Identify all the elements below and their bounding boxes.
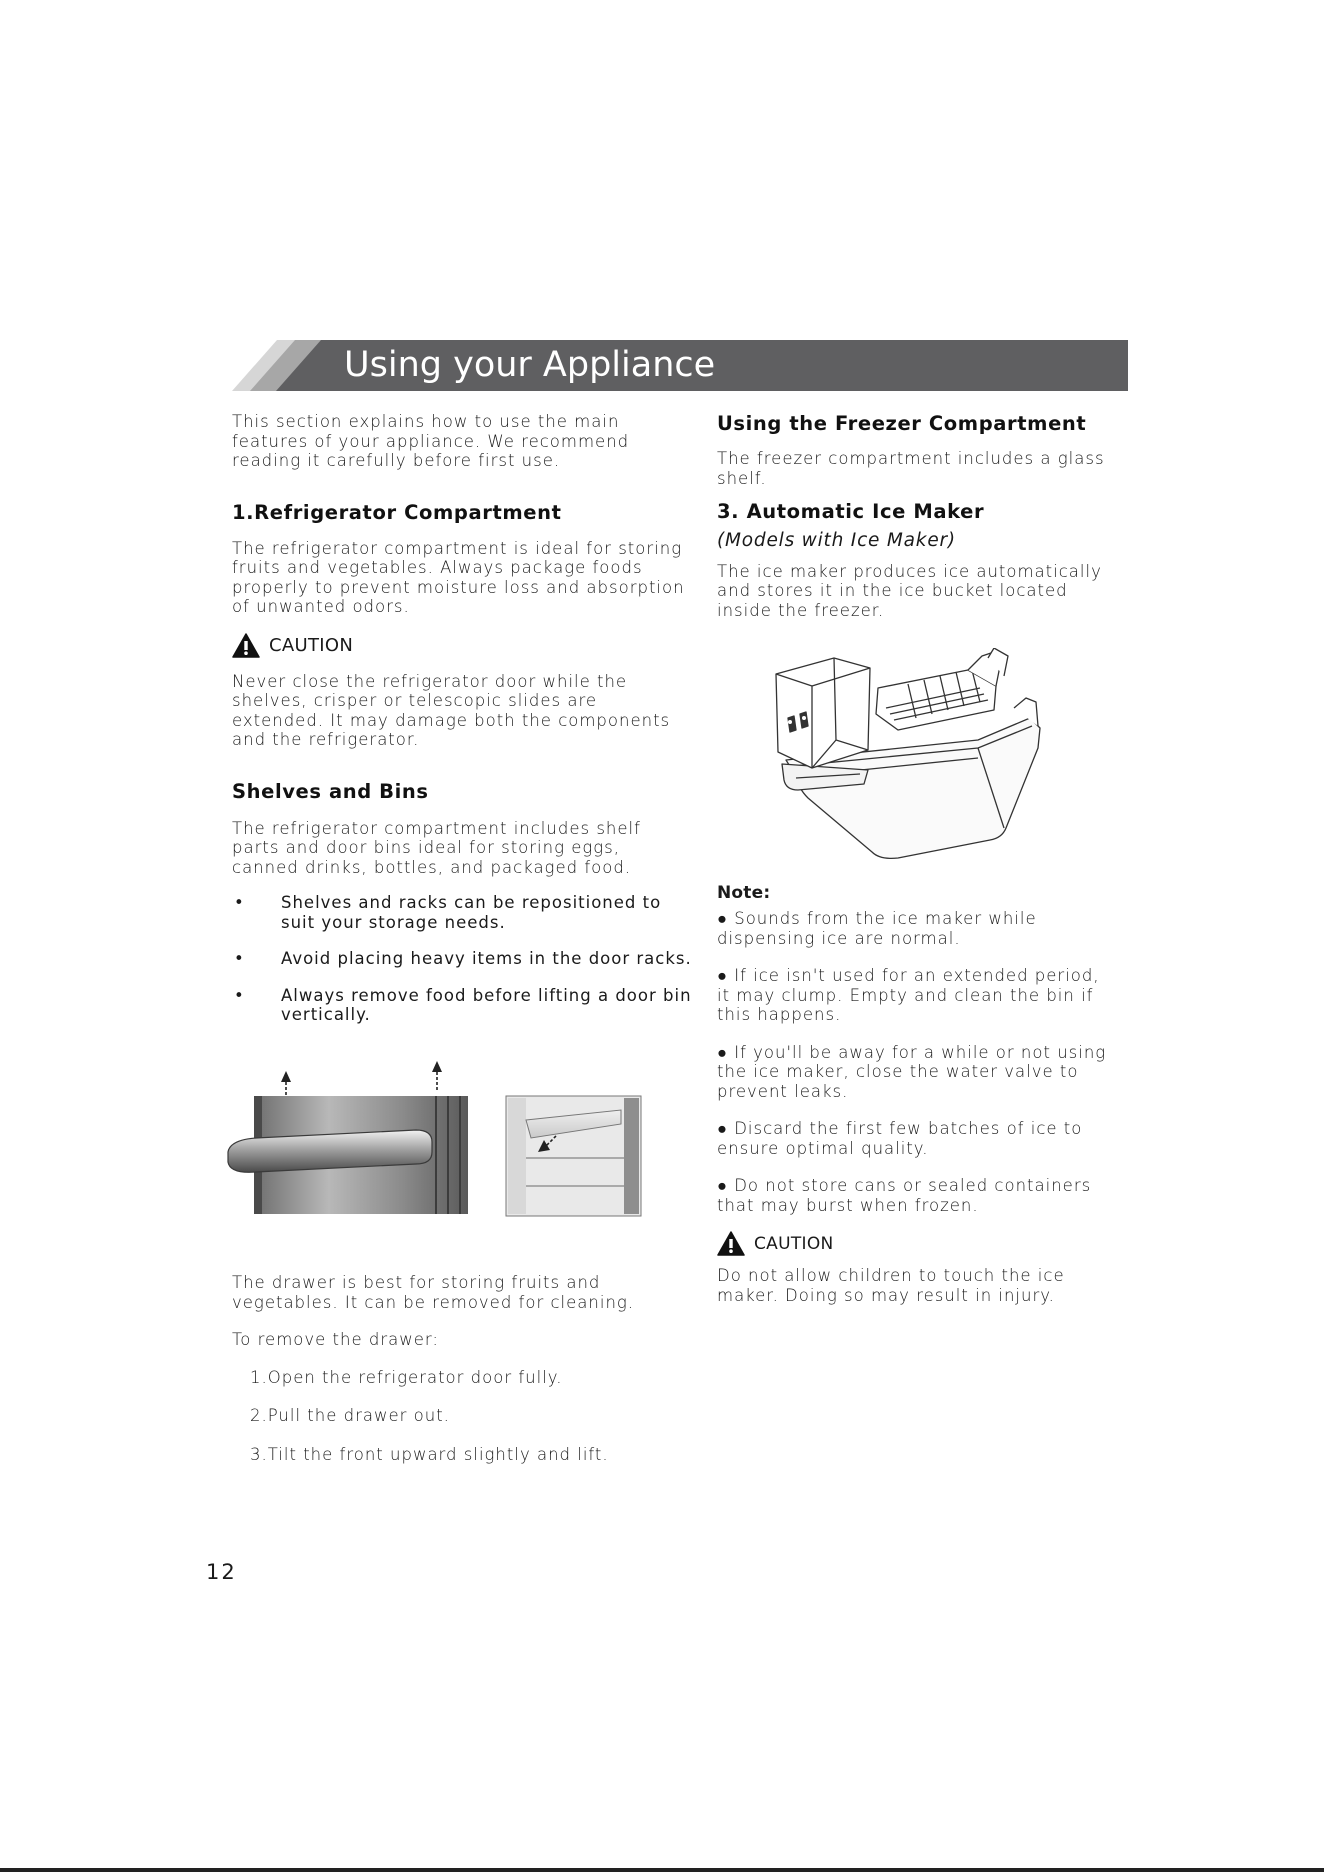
bullet-icon: ●	[717, 1119, 728, 1138]
refrigerator-heading: 1.Refrigerator Compartment	[232, 500, 562, 524]
freezer-heading: Using the Freezer Compartment	[717, 412, 1087, 435]
ice-maker-subheading: (Models with Ice Maker)	[717, 530, 956, 551]
list-item: ● If ice isn't used for an extended period, it may clump. Empty and clean the bin if this happens.	[717, 966, 1100, 1024]
intro-text: This section explains how to use the main features of your appliance. We recommend reading it carefully before first use.	[232, 412, 630, 470]
page-bottom-border	[0, 1868, 1324, 1872]
ice-maker-text: The ice maker produces ice automatically and stores it in the ice bucket located inside the freezer.	[717, 561, 1102, 620]
caution-label: CAUTION	[754, 1233, 834, 1254]
section-banner	[232, 340, 1128, 391]
shelves-bullet-list	[232, 893, 692, 1025]
bullet-icon: ●	[717, 909, 728, 928]
list-item: 3.Tilt the front upward slightly and lift.	[250, 1444, 609, 1464]
bullet-icon: •	[234, 893, 245, 912]
bullet-icon: ●	[717, 1176, 728, 1195]
warning-icon	[232, 633, 260, 658]
caution-label: CAUTION	[269, 634, 354, 656]
caution-text: Never close the refrigerator door while the shelves, crisper or telescopic slides are extended. It may damage both the components and the refrigerator.	[232, 671, 671, 749]
bullet-icon: •	[234, 985, 245, 1005]
page-number: 12	[206, 1560, 237, 1584]
list-item: 1.Open the refrigerator door fully.	[250, 1367, 563, 1387]
warning-icon	[717, 1231, 745, 1256]
note-title: Note:	[717, 883, 771, 903]
right-column	[717, 412, 1107, 620]
notes-section	[717, 883, 1117, 1305]
list-item: • Avoid placing heavy items in the door racks.	[234, 949, 692, 968]
list-item: ● Discard the first few batches of ice to ensure optimal quality.	[717, 1119, 1083, 1158]
bullet-icon: •	[234, 949, 245, 968]
ice-maker-heading: 3. Automatic Ice Maker	[717, 500, 985, 523]
list-item: • Shelves and racks can be repositioned to suit your storage needs.	[234, 893, 662, 932]
left-column	[232, 412, 692, 1025]
drawer-section	[232, 1273, 692, 1464]
list-item: ● Sounds from the ice maker while dispensing ice are normal.	[717, 909, 1037, 948]
page-title: Using your Appliance	[344, 345, 716, 385]
list-item: ● If you'll be away for a while or not using the ice maker, close the water valve to prevent leaks.	[717, 1042, 1107, 1101]
caution-block	[717, 1231, 1117, 1256]
drawer-text: The drawer is best for storing fruits and vegetables. It can be removed for cleaning.	[232, 1273, 635, 1312]
remove-drawer-label: To remove the drawer:	[232, 1330, 439, 1349]
caution-block	[232, 633, 692, 658]
remove-steps	[232, 1368, 692, 1465]
bullet-icon: ●	[717, 966, 728, 985]
list-item: 2.Pull the drawer out.	[250, 1406, 450, 1425]
freezer-text: The freezer compartment includes a glass shelf.	[717, 449, 1105, 488]
bullet-icon: ●	[717, 1042, 728, 1062]
refrigerator-text: The refrigerator compartment is ideal for storing fruits and vegetables. Always package foods properly to prevent moisture loss and absorption of unwanted odors.	[232, 538, 685, 616]
door-bin-illustration	[226, 1060, 646, 1224]
shelves-heading: Shelves and Bins	[232, 779, 429, 803]
caution-text: Do not allow children to touch the ice maker. Doing so may result in injury.	[717, 1266, 1065, 1305]
ice-maker-illustration	[768, 648, 1048, 864]
list-item: ● Do not store cans or sealed containers that may burst when frozen.	[717, 1176, 1092, 1215]
shelves-text: The refrigerator compartment includes shelf parts and door bins ideal for storing eggs, canned drinks, bottles, and packaged food.	[232, 818, 641, 877]
list-item: • Always remove food before lifting a door bin vertically.	[234, 985, 692, 1024]
